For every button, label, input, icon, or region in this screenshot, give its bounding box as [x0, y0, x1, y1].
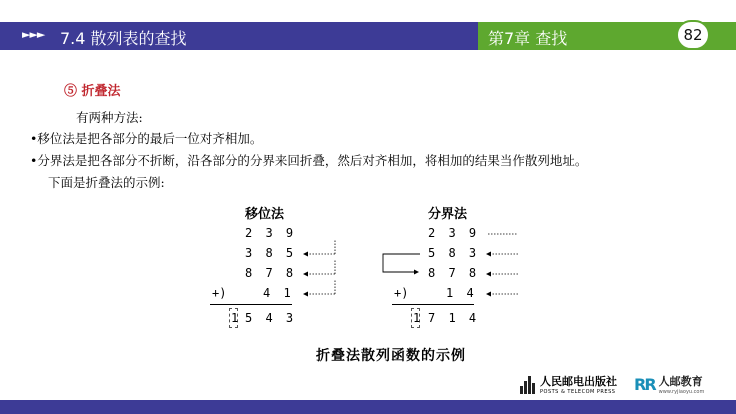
ryjiaoyu-url: www.ryjiaoyu.com — [658, 389, 705, 395]
boundary-row-2: 5 8 3 — [428, 246, 480, 260]
shift-row-2: 3 8 5 — [245, 246, 297, 260]
boundary-result: 7 1 4 — [428, 311, 480, 325]
ryjiaoyu-name: 人邮教育 — [658, 375, 703, 388]
intro-text: 有两种方法: — [76, 110, 143, 125]
shift-row-1: 2 3 9 — [245, 226, 297, 240]
chapter-title: 第7章 查找 — [488, 29, 568, 48]
section-heading: ⑤ 折叠法 — [64, 84, 121, 99]
footer-bar — [0, 400, 736, 414]
shift-row-3: 8 7 8 — [245, 266, 297, 280]
publisher-name-cn: 人民邮电出版社 — [540, 375, 617, 388]
boundary-row-4: 1 4 — [446, 286, 477, 300]
boundary-row-1: 2 3 9 — [428, 226, 480, 240]
boundary-result-carry: 1 — [413, 311, 424, 325]
section-title: 7.4 散列表的查找 — [60, 29, 187, 48]
publisher-logo — [520, 373, 617, 395]
shift-result: 5 4 3 — [245, 311, 297, 325]
shift-row-4: 4 1 — [263, 286, 294, 300]
header-arrows-icon: ►►► — [22, 28, 45, 41]
shift-result-carry: 1 — [231, 311, 242, 325]
page-number: 82 — [676, 20, 710, 50]
publisher-mark-icon — [520, 374, 536, 394]
shift-plus-sign: +) — [212, 286, 227, 300]
ryjiaoyu-logo — [634, 373, 704, 395]
boundary-row-3: 8 7 8 — [428, 266, 480, 280]
boundary-plus-sign: +) — [394, 286, 409, 300]
boundary-label: 分界法 — [428, 207, 468, 222]
shift-label: 移位法 — [245, 207, 285, 222]
figure-caption: 折叠法散列函数的示例 — [316, 348, 466, 364]
bullet-shift: •移位法是把各部分的最后一位对齐相加。 — [30, 131, 263, 146]
publisher-name-en: POSTS & TELECOM PRESS — [540, 389, 616, 395]
ryjiaoyu-mark-icon: RR — [634, 374, 655, 394]
example-intro: 下面是折叠法的示例: — [48, 175, 165, 190]
bullet-boundary: •分界法是把各部分不折断，沿各部分的分界来回折叠，然后对齐相加，将相加的结果当作散列地址。 — [30, 153, 588, 168]
